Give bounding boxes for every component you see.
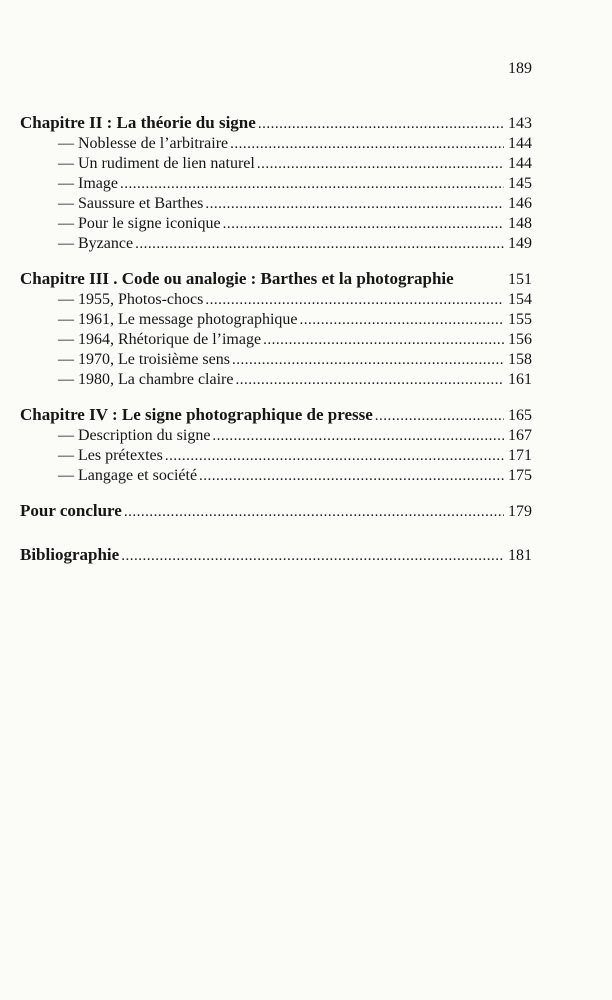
chapter-3 [20, 268, 532, 390]
toc-entry[interactable] [20, 446, 532, 466]
entry-label: — Image [58, 175, 118, 192]
dot-leader [263, 330, 504, 350]
entry-label: — Description du signe [58, 427, 211, 444]
dot-leader [205, 194, 504, 214]
toc-entry[interactable] [20, 290, 532, 310]
entry-page: 158 [508, 351, 532, 368]
toc-entry[interactable] [20, 310, 532, 330]
entry-page: 144 [508, 155, 532, 172]
conclusion-entry[interactable] [20, 500, 532, 522]
toc-entry[interactable] [20, 134, 532, 154]
entry-page: 171 [508, 447, 532, 464]
entry-label: — 1980, La chambre claire [58, 371, 234, 388]
bibliography-entry[interactable] [20, 544, 532, 566]
chapter-title: Chapitre IV : Le signe photographique de presse [20, 405, 373, 424]
dot-leader [124, 501, 504, 523]
dot-leader [212, 426, 504, 446]
entry-page: 148 [508, 215, 532, 232]
conclusion-title: Pour conclure [20, 501, 122, 520]
conclusion-page: 179 [508, 503, 532, 520]
entry-page: 167 [508, 427, 532, 444]
dot-leader [135, 234, 504, 254]
chapter-heading[interactable] [20, 112, 532, 134]
dot-leader [230, 134, 504, 154]
toc-entry[interactable] [20, 330, 532, 350]
chapter-page: 165 [508, 407, 532, 424]
dot-leader [300, 310, 505, 330]
chapter-heading[interactable] [20, 404, 532, 426]
entry-label: — 1961, Le message photographique [58, 311, 298, 328]
dot-leader [205, 290, 504, 310]
entry-page: 175 [508, 467, 532, 484]
dot-leader [375, 405, 504, 427]
entry-label: — Les prétextes [58, 447, 163, 464]
entry-label: — Pour le signe iconique [58, 215, 221, 232]
toc-entry[interactable] [20, 154, 532, 174]
toc-entry[interactable] [20, 426, 532, 446]
dot-leader [121, 545, 504, 567]
bibliography-title: Bibliographie [20, 545, 120, 564]
toc-entry[interactable] [20, 214, 532, 234]
entry-label: — 1964, Rhétorique de l’image [58, 331, 262, 348]
entry-page: 149 [508, 235, 532, 252]
entry-page: 144 [508, 135, 532, 152]
entry-label: — Langage et société [58, 467, 198, 484]
toc-entry[interactable] [20, 234, 532, 254]
toc-entry[interactable] [20, 350, 532, 370]
chapter-4 [20, 404, 532, 486]
dot-leader [258, 113, 504, 135]
table-of-contents [20, 112, 532, 566]
entry-label: — Byzance [58, 235, 134, 252]
chapter-page: 143 [508, 115, 532, 132]
entry-label: — 1970, Le troisième sens [58, 351, 230, 368]
chapter-2 [20, 112, 532, 254]
entry-label: — Un rudiment de lien naturel [58, 155, 255, 172]
bibliography-page: 181 [508, 547, 532, 564]
entry-label: — Saussure et Barthes [58, 195, 204, 212]
chapter-title: Chapitre III . Code ou analogie : Barthes et la photographie [20, 269, 454, 288]
entry-page: 146 [508, 195, 532, 212]
dot-leader [232, 350, 504, 370]
toc-entry[interactable] [20, 174, 532, 194]
toc-entry[interactable] [20, 466, 532, 486]
dot-leader [165, 446, 504, 466]
dot-leader [223, 214, 504, 234]
dot-leader [120, 174, 504, 194]
chapter-page: 151 [508, 271, 532, 288]
toc-entry[interactable] [20, 194, 532, 214]
entry-page: 155 [508, 311, 532, 328]
entry-page: 154 [508, 291, 532, 308]
entry-page: 161 [508, 371, 532, 388]
dot-leader [235, 370, 504, 390]
toc-entry[interactable] [20, 370, 532, 390]
entry-page: 145 [508, 175, 532, 192]
dot-leader [257, 154, 504, 174]
dot-leader [199, 466, 504, 486]
entry-label: — Noblesse de l’arbitraire [58, 135, 229, 152]
entry-page: 156 [508, 331, 532, 348]
chapter-heading[interactable] [20, 268, 532, 290]
chapter-title: Chapitre II : La théorie du signe [20, 113, 256, 132]
page-number: 189 [508, 60, 532, 77]
entry-label: — 1955, Photos-chocs [58, 291, 204, 308]
